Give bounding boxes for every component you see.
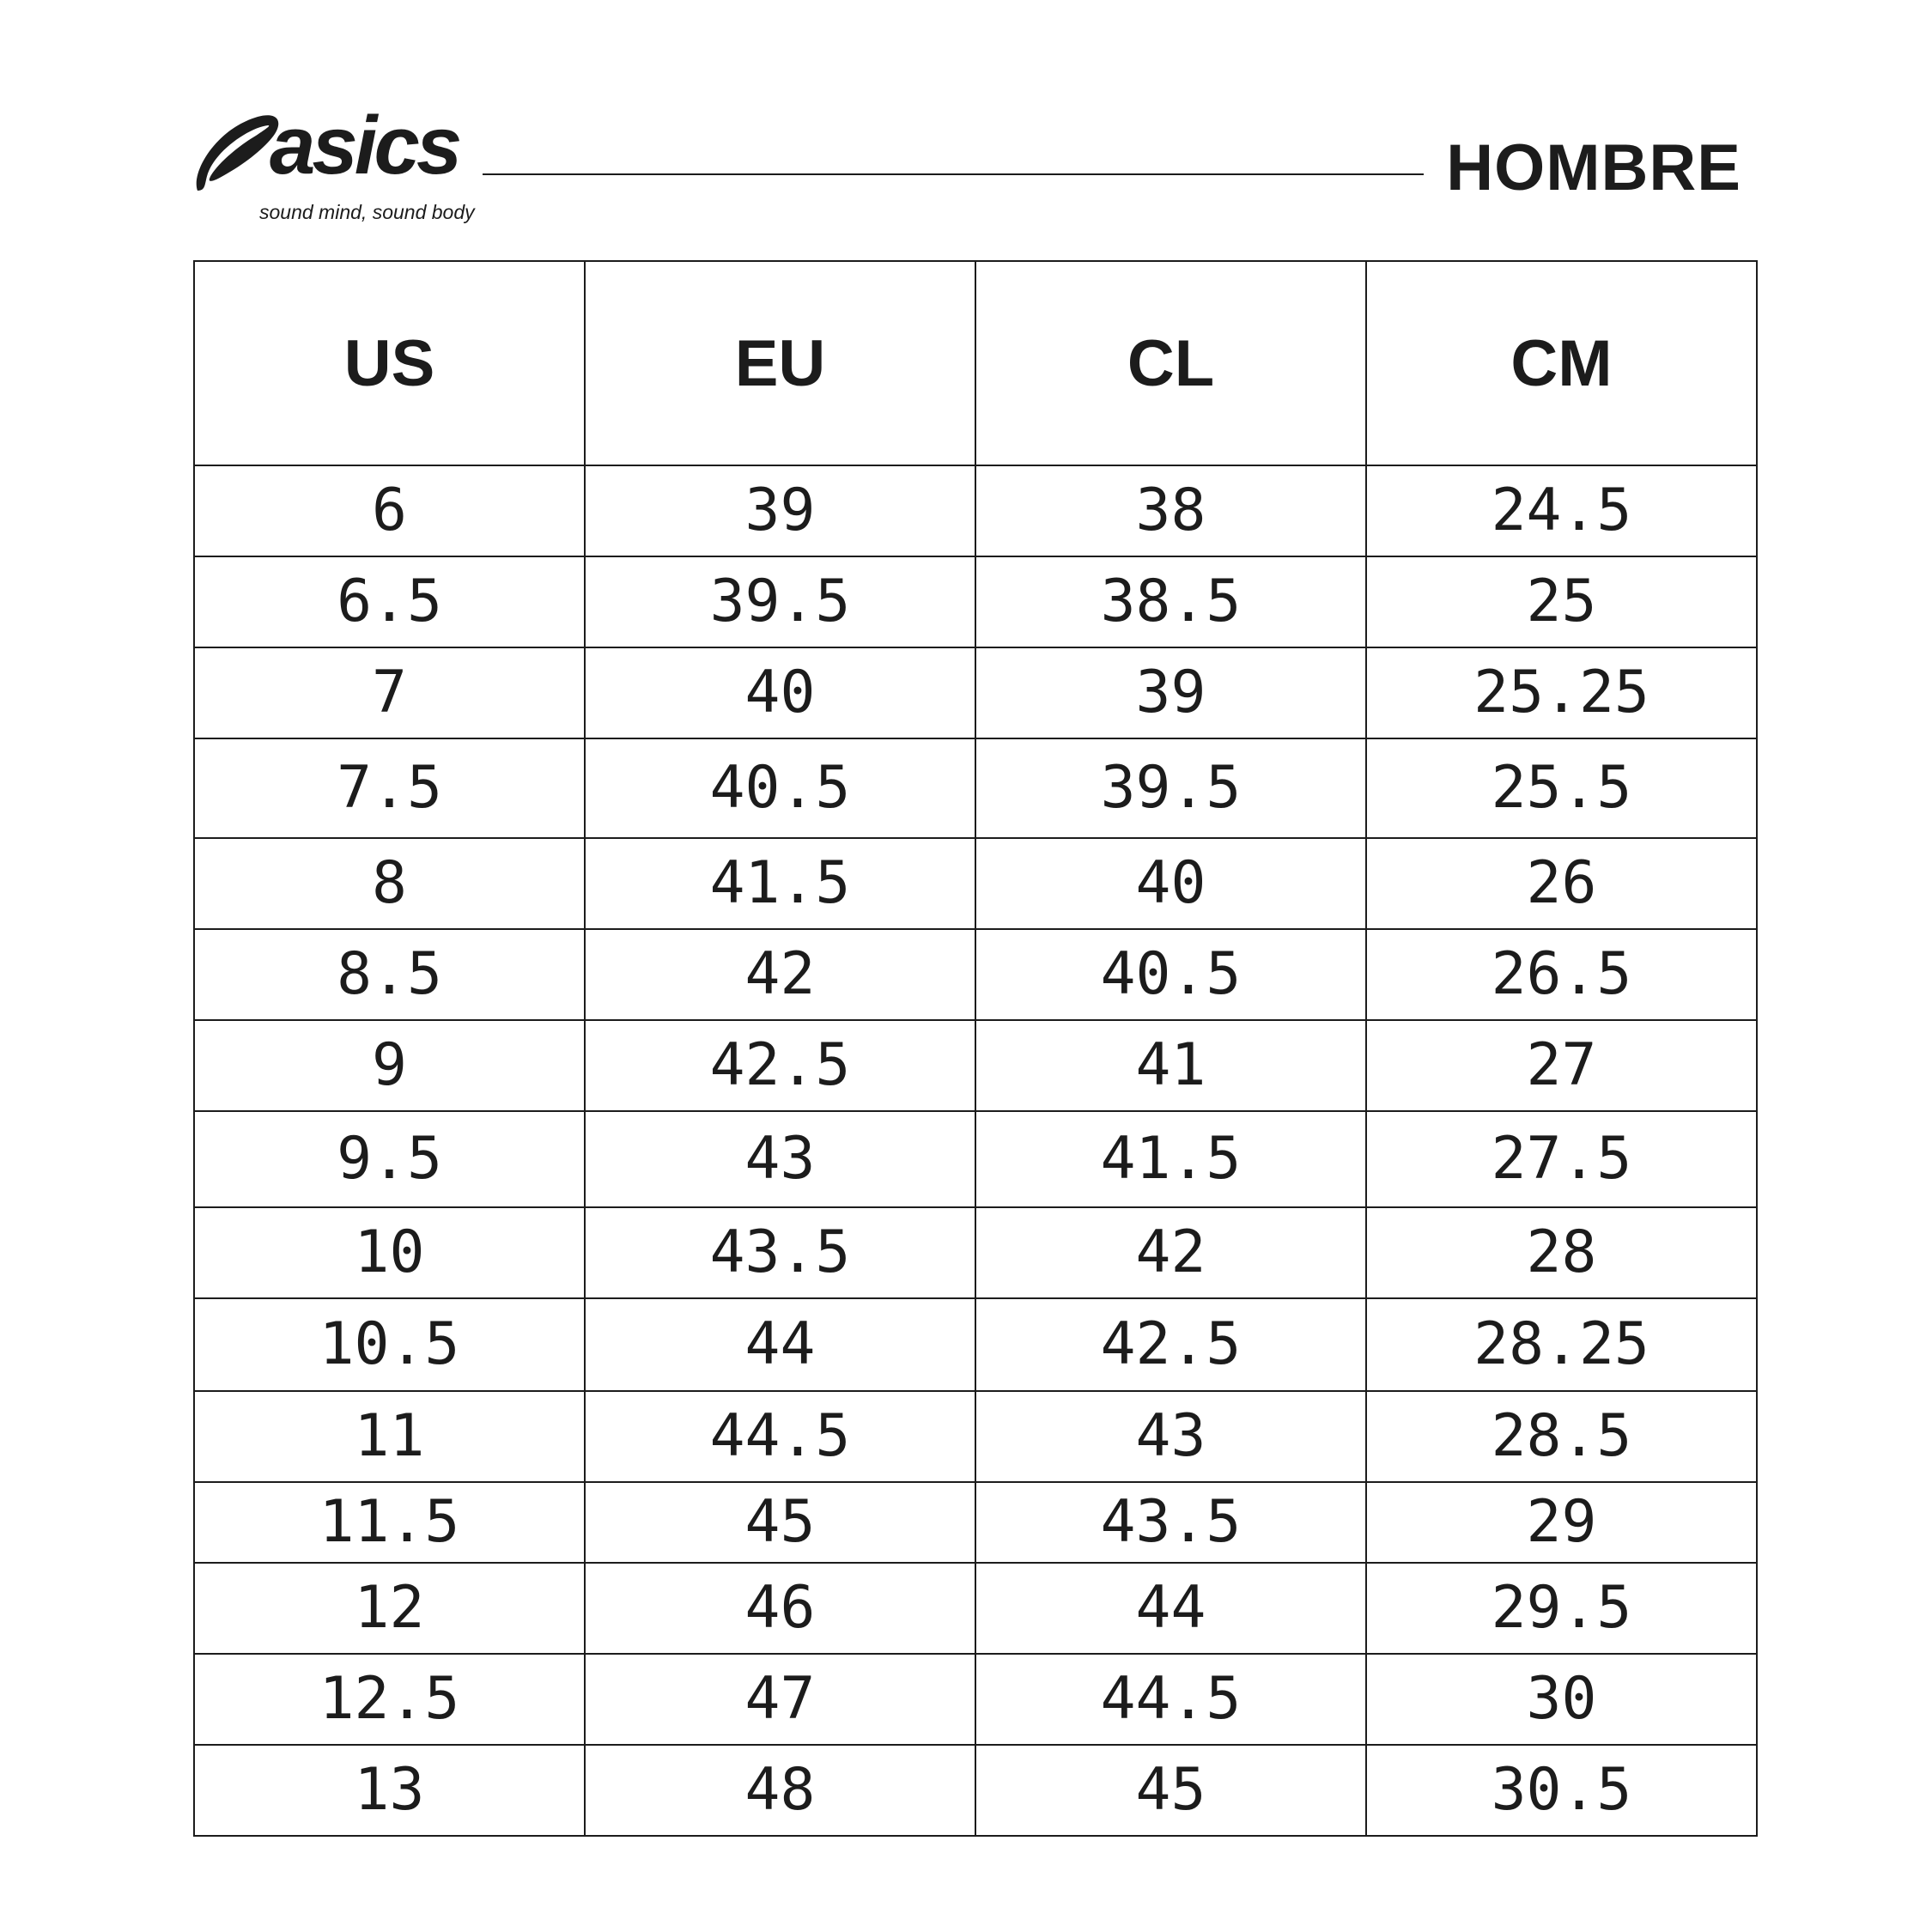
header [0, 0, 1932, 258]
table-row [194, 929, 1757, 1020]
table-header-row [194, 261, 1757, 465]
cell-cl: 38 [975, 465, 1366, 556]
cell-us: 9 [194, 1020, 585, 1111]
cell-cm: 29 [1366, 1482, 1757, 1563]
cell-us: 12 [194, 1563, 585, 1654]
column-header-cl: CL [975, 261, 1366, 465]
table-row [194, 1654, 1757, 1745]
cell-cm: 26 [1366, 838, 1757, 929]
cell-eu: 40 [585, 647, 975, 738]
table-row [194, 556, 1757, 647]
table-row [194, 1020, 1757, 1111]
table-row [194, 1745, 1757, 1836]
cell-eu: 48 [585, 1745, 975, 1836]
cell-cl: 43.5 [975, 1482, 1366, 1563]
table-row [194, 1207, 1757, 1298]
brand-tagline: sound mind, sound body [259, 201, 475, 223]
cell-eu: 44.5 [585, 1391, 975, 1482]
cell-eu: 43 [585, 1111, 975, 1207]
cell-us: 6 [194, 465, 585, 556]
table-row [194, 838, 1757, 929]
cell-cl: 41.5 [975, 1111, 1366, 1207]
cell-cm: 25.5 [1366, 738, 1757, 838]
cell-us: 10 [194, 1207, 585, 1298]
cell-cm: 27 [1366, 1020, 1757, 1111]
cell-cl: 40 [975, 838, 1366, 929]
cell-us: 10.5 [194, 1298, 585, 1391]
cell-cm: 25.25 [1366, 647, 1757, 738]
cell-eu: 41.5 [585, 838, 975, 929]
cell-cl: 42 [975, 1207, 1366, 1298]
cell-cl: 45 [975, 1745, 1366, 1836]
cell-cm: 30 [1366, 1654, 1757, 1745]
cell-cm: 29.5 [1366, 1563, 1757, 1654]
cell-cl: 44 [975, 1563, 1366, 1654]
cell-us: 7 [194, 647, 585, 738]
cell-us: 7.5 [194, 738, 585, 838]
cell-us: 11.5 [194, 1482, 585, 1563]
cell-cm: 24.5 [1366, 465, 1757, 556]
column-header-us: US [194, 261, 585, 465]
cell-us: 11 [194, 1391, 585, 1482]
cell-cm: 25 [1366, 556, 1757, 647]
cell-eu: 42.5 [585, 1020, 975, 1111]
cell-cl: 40.5 [975, 929, 1366, 1020]
cell-eu: 47 [585, 1654, 975, 1745]
cell-cm: 27.5 [1366, 1111, 1757, 1207]
cell-cm: 26.5 [1366, 929, 1757, 1020]
cell-eu: 39 [585, 465, 975, 556]
cell-us: 12.5 [194, 1654, 585, 1745]
cell-cl: 42.5 [975, 1298, 1366, 1391]
cell-cm: 30.5 [1366, 1745, 1757, 1836]
header-divider [483, 173, 1424, 175]
cell-cl: 39.5 [975, 738, 1366, 838]
cell-us: 8 [194, 838, 585, 929]
cell-eu: 46 [585, 1563, 975, 1654]
table-row [194, 1563, 1757, 1654]
cell-eu: 39.5 [585, 556, 975, 647]
cell-cl: 39 [975, 647, 1366, 738]
cell-cl: 41 [975, 1020, 1366, 1111]
table-body [194, 465, 1757, 1836]
table-row [194, 738, 1757, 838]
table-row [194, 1482, 1757, 1563]
table-row [194, 647, 1757, 738]
cell-eu: 43.5 [585, 1207, 975, 1298]
table-row [194, 1111, 1757, 1207]
column-header-eu: EU [585, 261, 975, 465]
cell-eu: 42 [585, 929, 975, 1020]
cell-cl: 44.5 [975, 1654, 1366, 1745]
table-row [194, 1298, 1757, 1391]
cell-cm: 28 [1366, 1207, 1757, 1298]
page-title: HOMBRE [1446, 131, 1741, 204]
cell-cm: 28.5 [1366, 1391, 1757, 1482]
asics-logo [191, 100, 483, 232]
size-chart-table [193, 260, 1758, 1837]
table-row [194, 1391, 1757, 1482]
cell-cm: 28.25 [1366, 1298, 1757, 1391]
cell-us: 8.5 [194, 929, 585, 1020]
cell-us: 6.5 [194, 556, 585, 647]
column-header-cm: CM [1366, 261, 1757, 465]
brand-wordmark: asics [270, 100, 459, 191]
cell-cl: 43 [975, 1391, 1366, 1482]
cell-us: 13 [194, 1745, 585, 1836]
cell-us: 9.5 [194, 1111, 585, 1207]
cell-eu: 44 [585, 1298, 975, 1391]
table-row [194, 465, 1757, 556]
cell-eu: 40.5 [585, 738, 975, 838]
cell-eu: 45 [585, 1482, 975, 1563]
cell-cl: 38.5 [975, 556, 1366, 647]
